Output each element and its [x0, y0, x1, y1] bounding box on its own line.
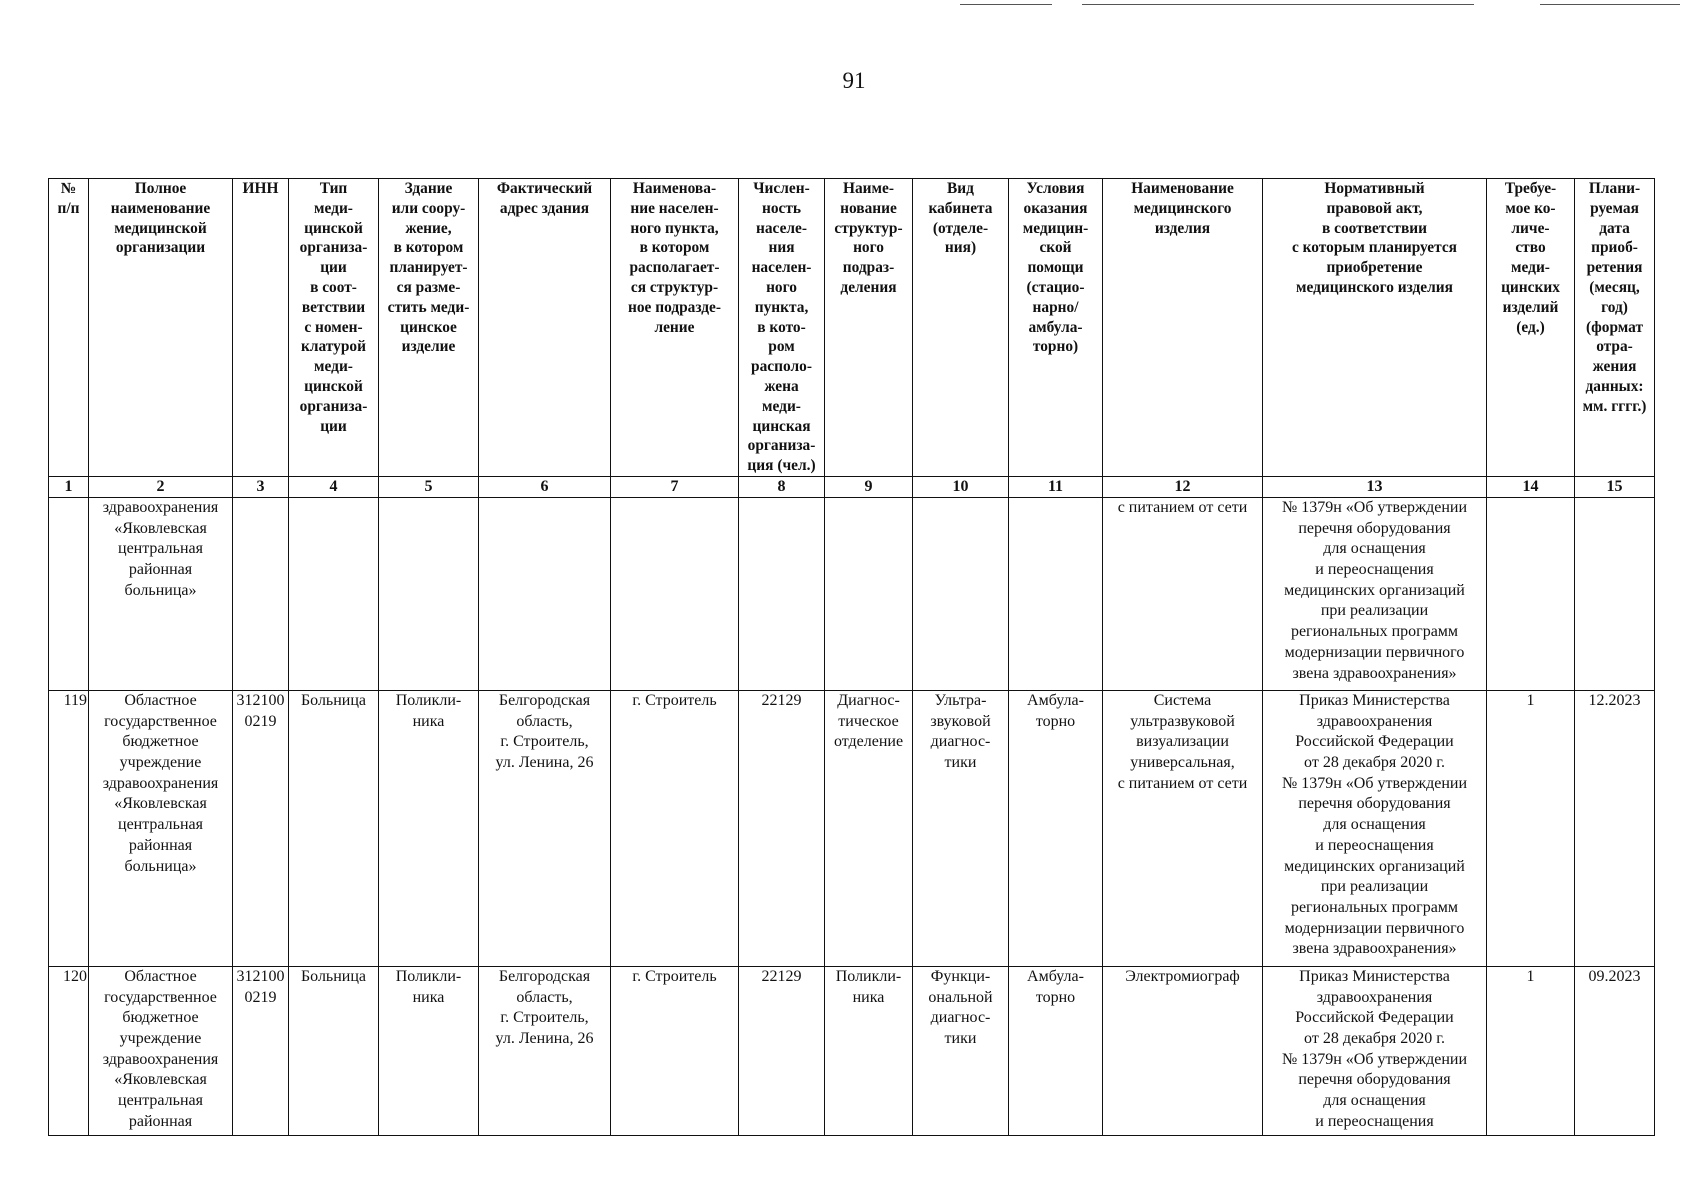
table-header-row	[49, 179, 1655, 477]
cell-cabinet-type: Функци- ональной диагнос- тики	[913, 966, 1009, 1135]
cell-structural-unit: Поликли- ника	[825, 966, 913, 1135]
cell-legal-act: Приказ Министерства здравоохранения Российской Федерации от 28 декабря 2020 г. № 1379н «Об утверждении перечня оборудования для оснащения и переоснащения медицинских организаций при реализации региональных программ модернизации первичного звена здравоохранения»	[1263, 690, 1487, 966]
cell-structural-unit: Диагнос- тическое отделение	[825, 690, 913, 966]
cell-planned-date: 09.2023	[1575, 966, 1655, 1135]
header-row-number: № п/п	[49, 179, 89, 477]
cell-building	[379, 497, 479, 690]
column-number-cell: 15	[1575, 476, 1655, 497]
cell-device-name: Электромиограф	[1103, 966, 1263, 1135]
cell-quantity	[1487, 497, 1575, 690]
header-organization-name: Полное наименование медицинской организации	[89, 179, 233, 477]
header-device-name: Наименование медицинского изделия	[1103, 179, 1263, 477]
cell-care-conditions: Амбула- торно	[1009, 690, 1103, 966]
cell-planned-date	[1575, 497, 1655, 690]
header-inn: ИНН	[233, 179, 289, 477]
column-number-cell: 8	[739, 476, 825, 497]
cell-cabinet-type: Ультра- звуковой диагнос- тики	[913, 690, 1009, 966]
cell-inn: 312100 0219	[233, 690, 289, 966]
column-number-cell: 12	[1103, 476, 1263, 497]
cell-organization-type: Больница	[289, 690, 379, 966]
cell-structural-unit	[825, 497, 913, 690]
cell-population: 22129	[739, 690, 825, 966]
column-number-cell: 5	[379, 476, 479, 497]
cell-actual-address: Белгородская область, г. Строитель, ул. Ленина, 26	[479, 690, 611, 966]
table-row	[49, 497, 1655, 690]
scan-artifact-line	[1540, 4, 1680, 5]
cell-organization-type	[289, 497, 379, 690]
cell-organization-name: Областное государственное бюджетное учреждение здравоохранения «Яковлевская центральная районная больница»	[89, 690, 233, 966]
cell-device-name: с питанием от сети	[1103, 497, 1263, 690]
column-number-cell: 9	[825, 476, 913, 497]
medical-equipment-table	[48, 178, 1655, 1136]
cell-planned-date: 12.2023	[1575, 690, 1655, 966]
cell-population	[739, 497, 825, 690]
scan-artifact-line	[960, 4, 1052, 5]
column-number-cell: 14	[1487, 476, 1575, 497]
cell-organization-type: Больница	[289, 966, 379, 1135]
column-number-cell: 3	[233, 476, 289, 497]
header-organization-type: Тип меди- цинской организа- ции в соот- ветствии с номен- клатурой меди- цинской организа- ции	[289, 179, 379, 477]
cell-actual-address	[479, 497, 611, 690]
table-row	[49, 690, 1655, 966]
header-care-conditions: Условия оказания медицин- ской помощи (стацио- нарно/ амбула- торно)	[1009, 179, 1103, 477]
header-cabinet-type: Вид кабинета (отделе- ния)	[913, 179, 1009, 477]
column-number-cell: 6	[479, 476, 611, 497]
cell-quantity: 1	[1487, 966, 1575, 1135]
header-planned-date: Плани- руемая дата приоб- ретения (месяц, год) (формат отра- жения данных: мм. гггг.)	[1575, 179, 1655, 477]
page-number: 91	[842, 68, 866, 93]
cell-inn	[233, 497, 289, 690]
header-actual-address: Фактический адрес здания	[479, 179, 611, 477]
column-number-row	[49, 476, 1655, 497]
header-settlement-name: Наименова- ние населен- ного пункта, в котором располагает- ся структур- ное подразде- ление	[611, 179, 739, 477]
header-population: Числен- ность населе- ния населен- ного пункта, в кото- ром располо- жена меди- цинская организа- ция (чел.)	[739, 179, 825, 477]
cell-legal-act: № 1379н «Об утверждении перечня оборудования для оснащения и переоснащения медицинских организаций при реализации региональных программ модернизации первичного звена здравоохранения»	[1263, 497, 1487, 690]
cell-legal-act: Приказ Министерства здравоохранения Российской Федерации от 28 декабря 2020 г. № 1379н «Об утверждении перечня оборудования для оснащения и переоснащения	[1263, 966, 1487, 1135]
cell-building: Поликли- ника	[379, 966, 479, 1135]
column-number-cell: 11	[1009, 476, 1103, 497]
cell-device-name: Система ультразвуковой визуализации универсальная, с питанием от сети	[1103, 690, 1263, 966]
cell-cabinet-type	[913, 497, 1009, 690]
cell-organization-name: Областное государственное бюджетное учреждение здравоохранения «Яковлевская центральная районная	[89, 966, 233, 1135]
cell-population: 22129	[739, 966, 825, 1135]
column-number-cell: 13	[1263, 476, 1487, 497]
cell-row-number: 120	[49, 966, 89, 1135]
header-legal-act: Нормативный правовой акт, в соответствии с которым планируется приобретение медицинского изделия	[1263, 179, 1487, 477]
cell-care-conditions	[1009, 497, 1103, 690]
cell-building: Поликли- ника	[379, 690, 479, 966]
column-number-cell: 2	[89, 476, 233, 497]
scan-artifact-line	[1082, 4, 1474, 5]
cell-row-number: 119	[49, 690, 89, 966]
cell-settlement-name	[611, 497, 739, 690]
cell-quantity: 1	[1487, 690, 1575, 966]
cell-settlement-name: г. Строитель	[611, 690, 739, 966]
column-number-cell: 7	[611, 476, 739, 497]
header-building: Здание или соору- жение, в котором планирует- ся разме- стить меди- цинское изделие	[379, 179, 479, 477]
cell-inn: 312100 0219	[233, 966, 289, 1135]
cell-organization-name: здравоохранения «Яковлевская центральная районная больница»	[89, 497, 233, 690]
cell-settlement-name: г. Строитель	[611, 966, 739, 1135]
cell-row-number	[49, 497, 89, 690]
header-structural-unit: Наиме- нование структур- ного подраз- деления	[825, 179, 913, 477]
cell-actual-address: Белгородская область, г. Строитель, ул. Ленина, 26	[479, 966, 611, 1135]
column-number-cell: 10	[913, 476, 1009, 497]
column-number-cell: 1	[49, 476, 89, 497]
header-quantity: Требуе- мое ко- личе- ство меди- цинских изделий (ед.)	[1487, 179, 1575, 477]
cell-care-conditions: Амбула- торно	[1009, 966, 1103, 1135]
table-row	[49, 966, 1655, 1135]
column-number-cell: 4	[289, 476, 379, 497]
